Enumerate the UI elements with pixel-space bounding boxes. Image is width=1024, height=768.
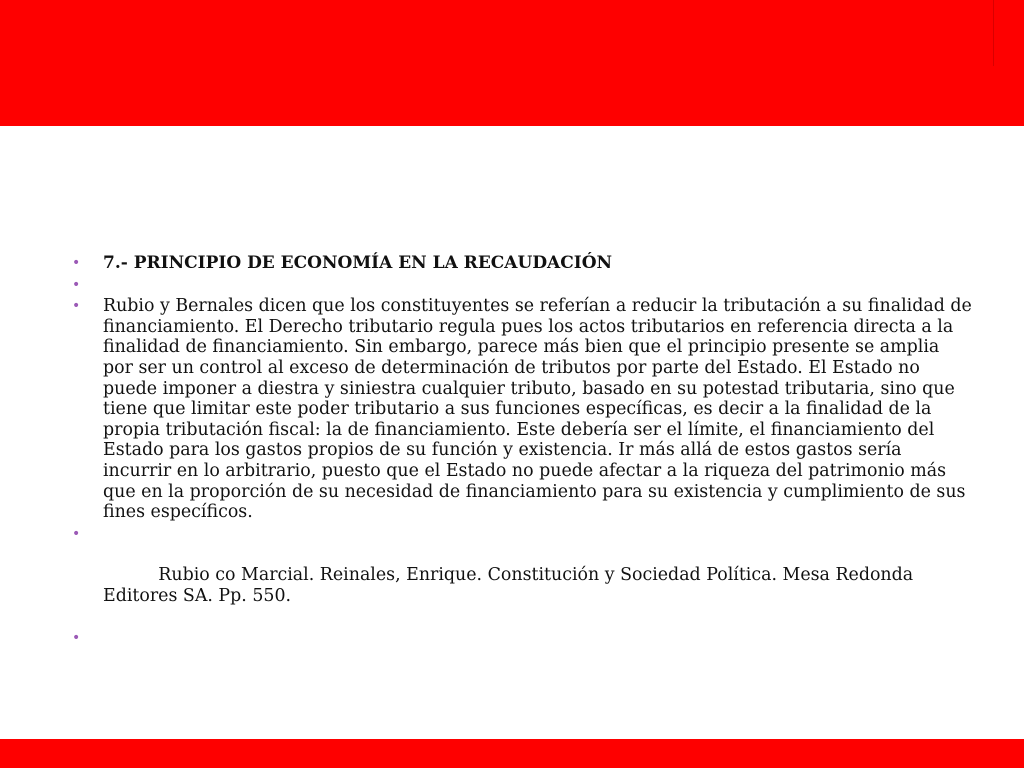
- bullet-dot-icon: •: [72, 629, 81, 646]
- bullet-dot-icon: •: [72, 525, 81, 542]
- bottom-red-band: [0, 739, 1024, 768]
- citation-text: Rubio co Marcial. Reinales, Enrique. Constitución y Sociedad Política. Mesa Redonda Editores SA. Pp. 550.: [103, 564, 919, 606]
- bullet-dot-icon: •: [72, 255, 81, 271]
- body-paragraph: Rubio y Bernales dicen que los constituyentes se referían a reducir la tributación a su finalidad de financiamiento. El Derecho tributario regula pues los actos tributarios en referencia directa a la finalidad de financiamiento. Sin embargo, parece más bien que el principio presente se amplia por ser un control al exceso de determinación de tributos por parte del Estado. El Estado no puede imponer a diestra y siniestra cualquier tributo, basado en su potestad tributaria, sino que tiene que limitar este poder tributario a sus funciones específicas, es decir a la finalidad de la propia tributación fiscal: la de financiamiento. Este debería ser el límite, el financiamiento del Estado para los gastos propios de su función y existencia. Ir más allá de estos gastos sería incurrir en lo arbitrario, puesto que el Estado no puede afectar a la riqueza del patrimonio más que en la proporción de su necesidad de financiamiento para su existencia y cumplimiento de sus fines específicos.: [103, 296, 972, 523]
- bullet-dot-icon: •: [72, 298, 81, 315]
- top-band-divider: [993, 0, 994, 66]
- bullet-item-heading: [72, 253, 972, 274]
- bullet-item-citation: [72, 524, 972, 627]
- bullet-item-empty-last: [72, 628, 972, 649]
- bullet-list: [72, 253, 972, 648]
- top-red-band: [0, 0, 1024, 126]
- bullet-item-body: [72, 296, 972, 523]
- bullet-dot-icon: •: [72, 276, 81, 293]
- bullet-item-empty: [72, 275, 972, 296]
- slide-heading: 7.- PRINCIPIO DE ECONOMÍA EN LA RECAUDACIÓN: [103, 253, 613, 273]
- slide-content: [72, 253, 972, 649]
